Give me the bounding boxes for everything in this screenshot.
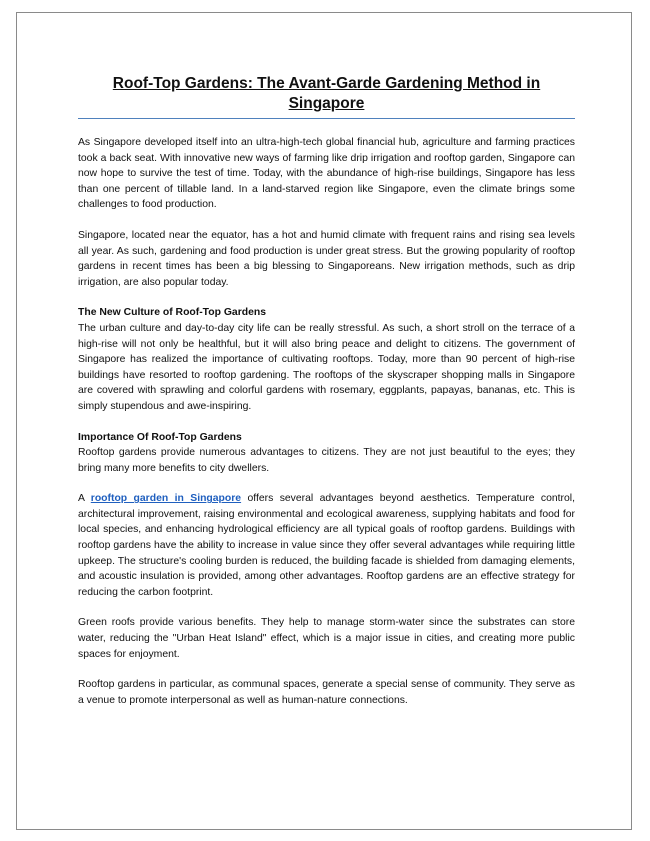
paragraph-green-roofs: Green roofs provide various benefits. They help to manage storm-water since the substrates can store water, reducing the "Urban Heat Island" effect, which is a major issue in cities, and creating more public spaces for enjoyment. xyxy=(78,617,575,660)
section-heading-new-culture: The New Culture of Roof-Top Gardens xyxy=(78,307,266,319)
section-heading-importance: Importance Of Roof-Top Gardens xyxy=(78,431,242,443)
paragraph-intro: As Singapore developed itself into an ultra-high-tech global financial hub, agriculture and farming practices took a back seat. With innovative new ways of farming like drip irrigation and rooftop garden, Singapore can now hope to survive the test of time. Today, with the abundance of high-rise buildings, Singapore has less than one percent of tillable land. In a land-starved region like Singapore, even the climate brings some challenges to food production. xyxy=(78,137,575,211)
paragraph-advantages xyxy=(78,491,575,600)
paragraph-advantages-text: offers several advantages beyond aesthetics. Temperature control, architectural improvement, raising environmental and ecological awareness, supplying habitats and food for local species, and enhancing hydrological efficiency are all typical goals of rooftop gardens. Buildings with rooftop gardens have the ability to increase in value since they offer several advantages while requiring little upkeep. The structure's cooling burden is reduced, the building facade is shielded from damaging elements, and acoustic insulation is provided, among other advantages. Rooftop gardens are an effective strategy for reducing the carbon footprint. xyxy=(78,493,575,598)
title-underline-rule xyxy=(78,118,575,119)
paragraph-new-culture: The urban culture and day-to-day city life can be really stressful. As such, a short stroll on the terrace of a high-rise will not only be healthful, but it will also bring peace and delight to citizens. The government of Singapore has realized the importance of cultivating rooftops. Today, more than 90 percent of high-rise buildings have resorted to rooftop gardening. The rooftops of the skyscraper shopping malls in Singapore are covered with sprawling and colorful gardens with rosemary, eggplants, papayas, bananas, etc. This is simply stupendous and awe-inspiring. xyxy=(78,322,575,412)
rooftop-garden-link[interactable]: rooftop garden in Singapore xyxy=(90,493,242,505)
paragraph-community: Rooftop gardens in particular, as communal spaces, generate a special sense of community. They serve as a venue to promote interpersonal as well as human-nature connections. xyxy=(78,679,575,706)
paragraph-importance: Rooftop gardens provide numerous advantages to citizens. They are not just beautiful to the eyes; they bring many more benefits to city dwellers. xyxy=(78,447,575,474)
paragraph-climate: Singapore, located near the equator, has a hot and humid climate with frequent rains and rising sea levels all year. As such, gardening and food production is under great stress. But the growing popularity of rooftop gardens in recent times has been a big blessing to Singaporeans. New irrigation methods, such as drip irrigation, are also popular today. xyxy=(78,229,575,288)
document-body xyxy=(78,74,575,723)
paragraph-advantages-prefix: A xyxy=(78,493,91,505)
document-title: Roof-Top Gardens: The Avant-Garde Gardening Method in Singapore xyxy=(112,75,541,112)
